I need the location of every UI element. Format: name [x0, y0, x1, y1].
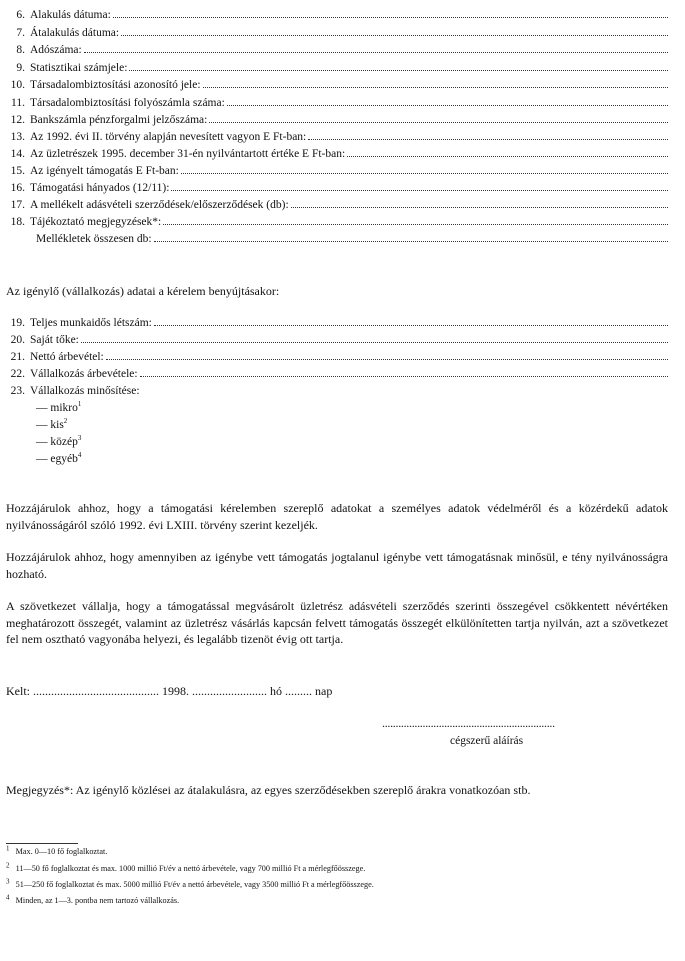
form-field-21: 21. Nettó árbevétel:: [0, 350, 668, 364]
form-field-15: 15. Az igényelt támogatás E Ft-ban:: [0, 164, 668, 178]
form-field-10: 10. Társadalombiztosítási azonosító jele:: [0, 78, 668, 92]
signature-label: cégszerű aláírás: [450, 735, 524, 747]
date-place: Kelt: ..........................................: [6, 684, 159, 698]
section-title: Az igénylő (vállalkozás) adatai a kérelem benyújtásakor:: [6, 284, 280, 298]
field-label: A mellékelt adásvételi szerződések/előszerződések (db):: [30, 199, 289, 211]
form-field-11: 11. Társadalombiztosítási folyószámla száma:: [0, 96, 668, 110]
classification-option-mikro[interactable]: — mikro$^1$: [36, 400, 82, 414]
field-label: Társadalombiztosítási azonosító jele:: [30, 79, 201, 91]
date-line[interactable]: [6, 684, 332, 698]
fill-line[interactable]: [113, 8, 668, 18]
footnote-ref: 1: [77, 400, 82, 409]
fill-line[interactable]: [203, 78, 668, 88]
field-label: Saját tőke:: [30, 334, 79, 346]
date-day: nap: [315, 684, 333, 698]
fill-line[interactable]: [81, 333, 668, 343]
commitment-paragraph: A szövetkezet vállalja, hogy a támogatással megvásárolt üzletrész adásvételi szerződés szerinti összegével csökkentett névértéken meghatározott összegét, valamint az üzletrész vásárlás kapcsán felvett támogatás összegét elkülönítetten tartja nyilván, azt a szövetkezet fel nem osztható vagyonába helyezi, és legalább tizenöt évig ott tartja.: [6, 599, 668, 646]
form-field-16: 16. Támogatási hányados (12/11):: [0, 181, 668, 195]
classification-option-kis[interactable]: — kis$^2$: [36, 417, 68, 431]
fill-line[interactable]: [163, 215, 668, 225]
consent-paragraph-data-protection: Hozzájárulok ahhoz, hogy a támogatási kérelemben szereplő adatokat a személyes adatok védelméről és a közérdekű adatok nyilvánosságáról szóló 1992. évi LXIII. törvény szerint kezeljék.: [6, 501, 668, 532]
attachments-total-field: [36, 232, 668, 246]
fill-line[interactable]: [154, 232, 668, 242]
field-label: Támogatási hányados (12/11):: [30, 182, 170, 194]
fill-line[interactable]: [171, 181, 668, 191]
fill-line[interactable]: [347, 147, 668, 157]
footnote-2: $^2$ 11—50 fő foglalkoztat és max. 1000 millió Ft/év a nettó árbevétele, vagy 700 millió Ft a mérlegfőösszege.: [6, 861, 366, 873]
footnote-divider: [6, 843, 78, 844]
form-field-18: 18. Tájékoztató megjegyzések*:: [0, 215, 668, 229]
footnote-1: $^1$ Max. 0—10 fő foglalkoztat.: [6, 844, 108, 856]
footnote-4: $^4$ Minden, az 1—3. pontba nem tartozó vállalkozás.: [6, 893, 180, 905]
fill-line[interactable]: [181, 164, 668, 174]
form-field-20: 20. Saját tőke:: [0, 333, 668, 347]
fill-line[interactable]: [308, 130, 668, 140]
note: Megjegyzés*: Az igénylő közlései az átalakulásra, az egyes szerződésekben szereplő árakra vonatkozóan stb.: [6, 783, 531, 797]
field-label: Átalakulás dátuma:: [30, 27, 120, 39]
fill-line[interactable]: [291, 198, 668, 208]
footnote-ref: 2: [63, 417, 68, 426]
footnote-3: $^3$ 51—250 fő foglalkoztat és max. 5000 millió Ft/év a nettó árbevétele, vagy 3500 millió Ft a mérlegfőösszege.: [6, 877, 374, 889]
field-label: Vállalkozás minősítése:: [30, 385, 140, 397]
field-label: Alakulás dátuma:: [30, 9, 111, 21]
form-field-12: 12. Bankszámla pénzforgalmi jelzőszáma:: [0, 113, 668, 127]
fill-line[interactable]: [154, 316, 668, 326]
field-label: Adószáma:: [30, 44, 82, 56]
classification-option-kozep[interactable]: — közép$^3$: [36, 434, 82, 448]
field-label: Az 1992. évi II. törvény alapján nevesített vagyon E Ft-ban:: [30, 131, 307, 143]
form-field-6: 6. Alakulás dátuma:: [0, 8, 668, 22]
footnote-ref: 3: [77, 434, 82, 443]
field-label: Nettó árbevétel:: [30, 351, 104, 363]
form-field-23: 23. Vállalkozás minősítése:: [10, 385, 140, 397]
form-field-22: 22. Vállalkozás árbevétele:: [0, 367, 668, 381]
classification-option-egyeb[interactable]: — egyéb$^4$: [36, 451, 82, 465]
field-label: Vállalkozás árbevétele:: [30, 368, 138, 380]
fill-line[interactable]: [121, 26, 668, 36]
form-field-9: 9. Statisztikai számjele:: [0, 61, 668, 75]
field-label: Statisztikai számjele:: [30, 62, 128, 74]
form-field-8: 8. Adószáma:: [0, 43, 668, 57]
form-field-7: 7. Átalakulás dátuma:: [0, 26, 668, 40]
field-label: Teljes munkaidős létszám:: [30, 317, 152, 329]
field-label: Az üzletrészek 1995. december 31-én nyilvántartott értéke E Ft-ban:: [30, 148, 346, 160]
form-field-17: 17. A mellékelt adásvételi szerződések/előszerződések (db):: [0, 198, 668, 212]
fill-line[interactable]: [227, 96, 668, 106]
field-label: Mellékletek összesen db:: [36, 233, 152, 245]
form-field-13: 13. Az 1992. évi II. törvény alapján nevesített vagyon E Ft-ban:: [0, 130, 668, 144]
field-label: Az igényelt támogatás E Ft-ban:: [30, 165, 179, 177]
fill-line[interactable]: [84, 43, 668, 53]
form-field-19: 19. Teljes munkaidős létszám:: [0, 316, 668, 330]
date-year: 1998. .........................: [162, 684, 267, 698]
date-month: hó .........: [270, 684, 312, 698]
fill-line[interactable]: [129, 61, 668, 71]
fill-line[interactable]: [140, 367, 668, 377]
footnote-ref: 4: [77, 451, 82, 460]
signature-line[interactable]: ................................................................: [382, 716, 555, 730]
fill-line[interactable]: [106, 350, 668, 360]
consent-paragraph-publicity: Hozzájárulok ahhoz, hogy amennyiben az igénybe vett támogatás jogtalanul igénybe vett támogatásnak minősül, e tény nyilvánosságra hozható.: [6, 550, 668, 581]
fill-line[interactable]: [209, 113, 668, 123]
field-label: Társadalombiztosítási folyószámla száma:: [30, 97, 225, 109]
form-field-14: 14. Az üzletrészek 1995. december 31-én nyilvántartott értéke E Ft-ban:: [0, 147, 668, 161]
field-label: Bankszámla pénzforgalmi jelzőszáma:: [30, 114, 208, 126]
field-label: Tájékoztató megjegyzések*:: [30, 216, 162, 228]
